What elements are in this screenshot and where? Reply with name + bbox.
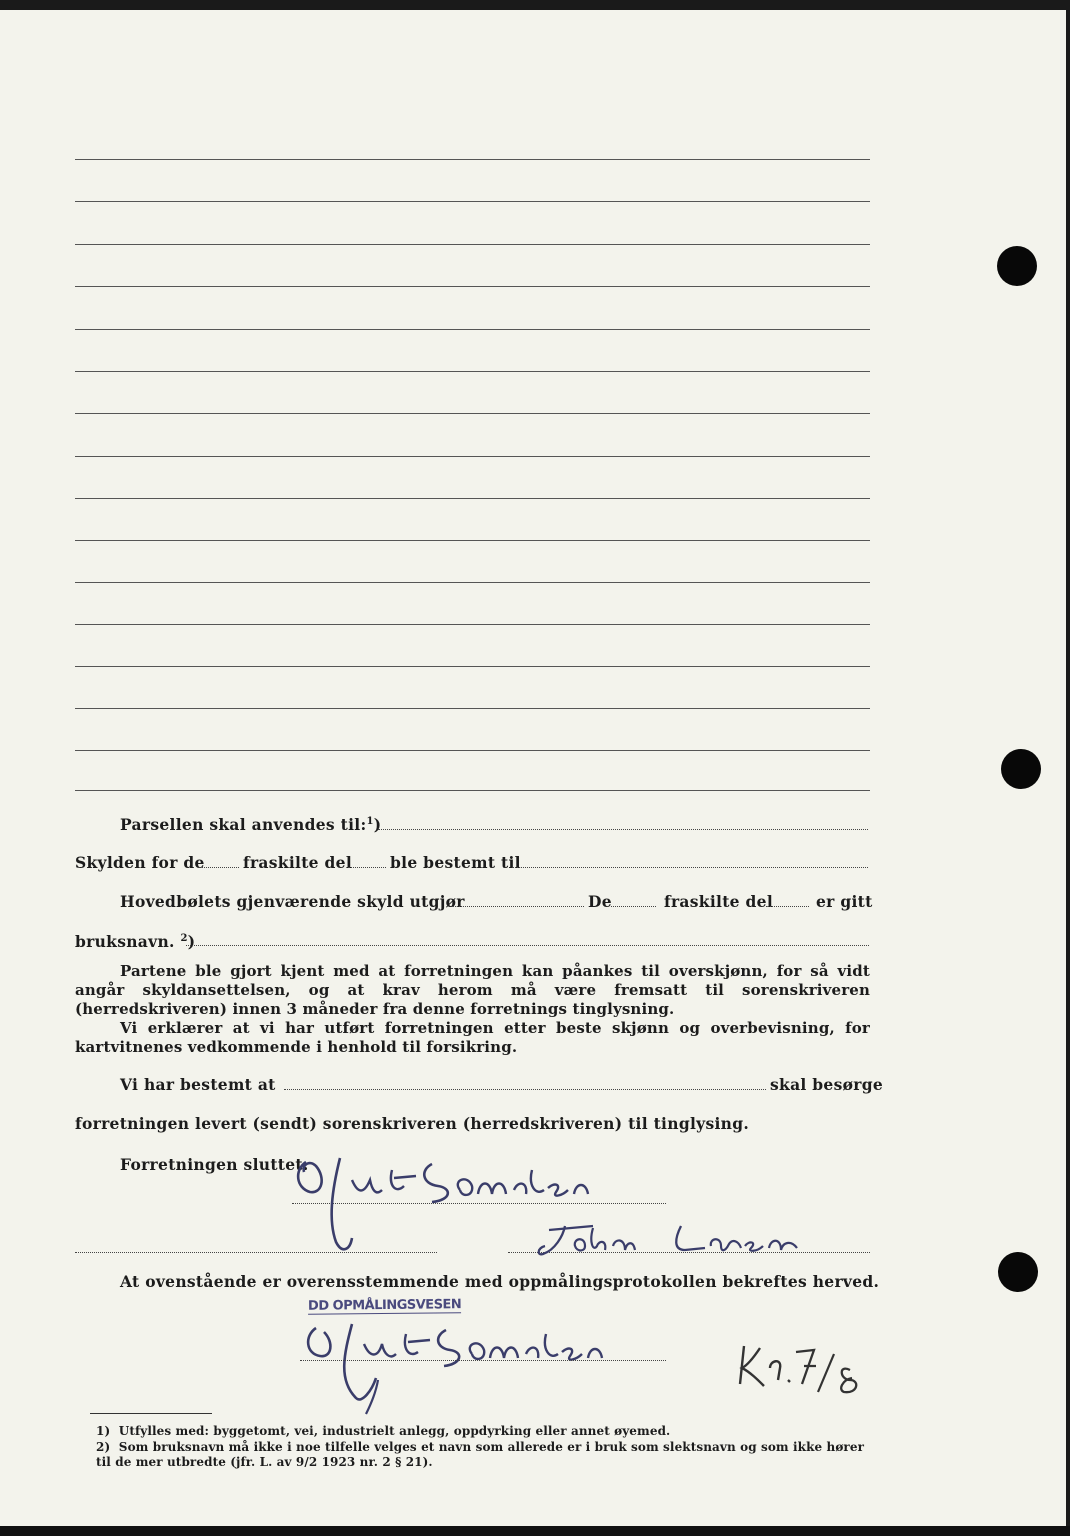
footnote-rule bbox=[90, 1413, 212, 1414]
blank-line bbox=[75, 540, 870, 541]
skylden-de-field[interactable] bbox=[199, 867, 239, 868]
blank-line bbox=[75, 790, 870, 791]
blank-line bbox=[75, 244, 870, 245]
binder-hole-top bbox=[997, 246, 1037, 286]
binder-hole-middle bbox=[1001, 749, 1041, 789]
blank-line bbox=[75, 329, 870, 330]
footnote-1: 1) Utfylles med: byggetomt, vei, industrielt anlegg, oppdyrking eller annet øyemed. bbox=[96, 1424, 671, 1438]
de-label: De bbox=[588, 892, 612, 911]
blank-line bbox=[75, 624, 870, 625]
hovedbolets-label: Hovedbølets gjenværende skyld utgjør bbox=[120, 892, 465, 911]
declaration-text: Vi erklærer at vi har utført forretningen etter beste skjønn og overbevisning, for kartvitnenes vedkommende i henhold til forsikring. bbox=[75, 1019, 870, 1056]
appeal-text: Partene ble gjort kjent med at forretningen kan påankes til overskjønn, for så vidt angår skyldansettelsen, og at krav herom må være fremsatt til sorenskriveren (herredskriveren) innen 3 måneder fra denne forretnings tinglysning. bbox=[75, 962, 870, 1018]
blank-line bbox=[75, 582, 870, 583]
skylden-for-label: Skylden for de bbox=[75, 853, 205, 872]
blank-line bbox=[75, 286, 870, 287]
bruksnavn-field[interactable] bbox=[186, 945, 869, 946]
blank-line bbox=[75, 666, 870, 667]
hovedbolets-field[interactable] bbox=[452, 906, 584, 907]
blank-line bbox=[75, 456, 870, 457]
blank-line bbox=[75, 371, 870, 372]
blank-line bbox=[75, 498, 870, 499]
levert-text: forretningen levert (sendt) sorenskriveren (herredskriveren) til tinglysing. bbox=[75, 1114, 750, 1133]
footnote-2: 2) Som bruksnavn må ikke i noe tilfelle velges et navn som allerede er i bruk som slektsnavn og som ikke hører til de mer utbredte (jfr. L. av 9/2 1923 nr. 2 § 21). bbox=[96, 1440, 865, 1469]
handwritten-signature-2 bbox=[535, 1222, 825, 1262]
fraskilte-del-label: fraskilte del bbox=[243, 853, 353, 872]
binder-hole-bottom bbox=[998, 1252, 1038, 1292]
vi-har-bestemt-field[interactable] bbox=[284, 1089, 766, 1090]
er-gitt-label: er gitt bbox=[816, 892, 873, 911]
bekreftes-text: At ovenstående er overensstemmende med oppmålingsprotokollen bekreftes herved. bbox=[120, 1272, 880, 1291]
bruksnavn-label: bruksnavn. $^2$) bbox=[75, 932, 196, 951]
blank-line bbox=[75, 708, 870, 709]
de-field[interactable] bbox=[611, 906, 656, 907]
office-stamp: DD OPMÅLINGSVESEN bbox=[307, 1297, 462, 1314]
parsellen-label: Parsellen skal anvendes til:$^1$) bbox=[120, 815, 382, 834]
ble-bestemt-label: ble bestemt til bbox=[390, 853, 521, 872]
fraskilte-del-label-2: fraskilte del bbox=[664, 892, 774, 911]
signature-line-4[interactable] bbox=[300, 1360, 666, 1361]
blank-line bbox=[75, 159, 870, 160]
document-page bbox=[0, 10, 1066, 1526]
sluttet-label: Forretningen sluttet. bbox=[120, 1155, 309, 1174]
handwritten-signature-3 bbox=[300, 1318, 630, 1418]
scan-border bbox=[0, 1526, 1070, 1536]
legal-paragraph bbox=[75, 962, 870, 1057]
vi-har-bestemt-label: Vi har bestemt at bbox=[120, 1075, 276, 1094]
blank-line bbox=[75, 201, 870, 202]
handwritten-initials bbox=[730, 1340, 870, 1410]
fraskilte-del-field[interactable] bbox=[348, 867, 386, 868]
skal-besorge-label: skal besørge bbox=[770, 1075, 884, 1094]
blank-line bbox=[75, 750, 870, 751]
fraskilte-del-field-2[interactable] bbox=[766, 906, 809, 907]
ble-bestemt-field[interactable] bbox=[512, 867, 868, 868]
parsellen-field[interactable] bbox=[378, 829, 868, 830]
blank-line bbox=[75, 413, 870, 414]
